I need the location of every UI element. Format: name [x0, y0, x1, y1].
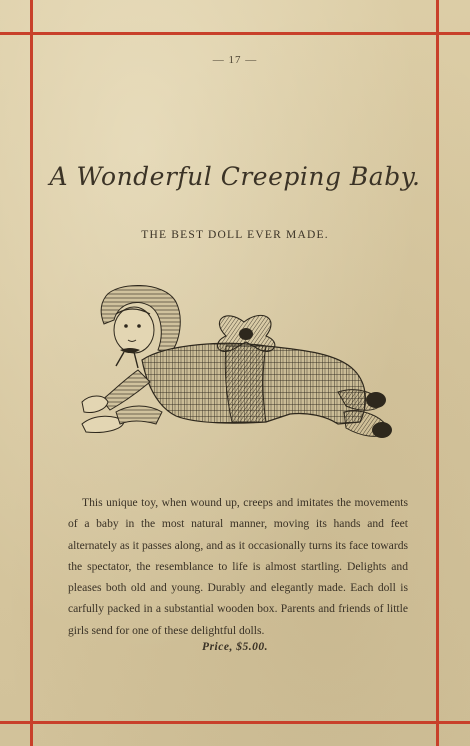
creeping-baby-doll-illustration — [76, 284, 394, 452]
border-rule-left — [30, 0, 33, 746]
page-number: — 17 — — [212, 54, 258, 66]
product-description: This unique toy, when wound up, creeps and imitates the movements of a baby in the most natural manner, moving its hands and feet alternately as it passes along, and as it occasionally turns its face towards the spectator, the resemblance to life is almost startling. Delights and pleases both old and young. Durably and elegantly made. Each doll is carfully packed in a substantial wooden box. Parents and friends of little girls send for one of these delightful dolls. — [68, 496, 408, 637]
page-subtitle: THE BEST DOLL EVER MADE. — [141, 229, 329, 241]
border-rule-top — [0, 32, 470, 35]
page-title: A Wonderful Creeping Baby. — [49, 162, 421, 191]
border-rule-bottom — [0, 721, 470, 724]
border-rule-right — [436, 0, 439, 746]
price-line: Price, $5.00. — [202, 641, 268, 653]
